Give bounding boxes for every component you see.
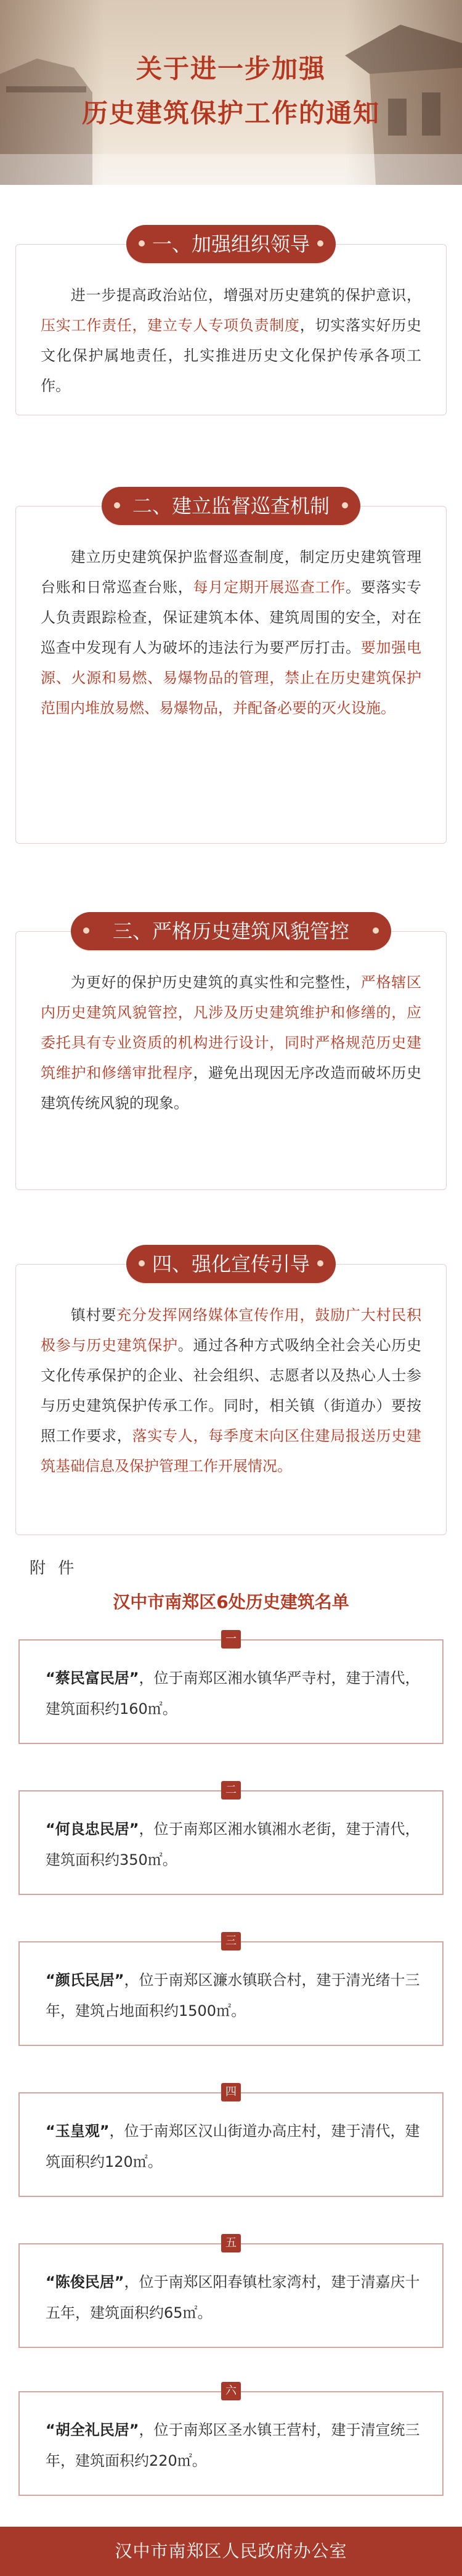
card-text (46, 1814, 421, 1875)
building-name: “蔡民富民居” (46, 1669, 139, 1687)
section-1-highlight-a: 压实工作责任，建立专人专项负责制度 (41, 317, 300, 334)
attachment-title: 汉中市南郑区6处历史建筑名单 (113, 1592, 349, 1612)
building-card (18, 2384, 444, 2496)
building-desc: ，位于南郑区湘水镇华严寺村，建于清代，建筑面积约160㎡。 (46, 1669, 420, 1718)
section-1-text-a: 进一步提高政治站位，增强对历史建筑的保护意识， (70, 287, 421, 304)
building-name: “玉皇观” (46, 2122, 110, 2140)
section-2-highlight-b: 要加强电源、火源和易燃、易爆物品的管理，禁止在历史建筑保护范围内堆放易燃、易爆物品，并配备必要的灭火设施。 (41, 639, 421, 717)
title-line-2: 历史建筑保护工作的通知 (81, 98, 380, 128)
building-name: “何良忠民居” (46, 1820, 139, 1838)
section-title-3: 三、严格历史建筑风貌管控 (71, 912, 391, 950)
building-card (18, 1783, 444, 1895)
section-body-1 (15, 244, 447, 415)
section-3-highlight-a: 严格辖区内历史建筑风貌管控，凡涉及历史建筑维护和修缮的，应委托具有专业资质的机构进行设计，同时严格规范历史建筑维护和修缮审批程序 (41, 974, 422, 1082)
section-title-2: 二、建立监督巡查机制 (102, 487, 360, 525)
card-number: 三 (221, 1932, 241, 1950)
card-number: 四 (221, 2083, 241, 2101)
building-card (18, 1934, 444, 2046)
building-desc: ，位于南郑区汉山街道办高庄村，建于清代，建筑面积约120㎡。 (46, 2122, 420, 2170)
building-name: “颜氏民居” (46, 1971, 124, 1989)
building-name: “陈俊民居” (46, 2273, 124, 2291)
card-number: 五 (221, 2234, 241, 2252)
card-text (46, 2415, 421, 2476)
building-desc: ，位于南郑区圣水镇王营村，建于清宣统三年，建筑面积约220㎡。 (46, 2421, 420, 2469)
section-body-2 (15, 506, 447, 844)
card-text (46, 2267, 421, 2328)
section-4-text-a: 镇村要 (70, 1306, 117, 1324)
section-3-text-a: 为更好的保护历史建筑的真实性和完整性， (70, 974, 361, 991)
section-3-text-b: ，避免出现因无序改造而破坏历史建筑传统风貌的现象。 (41, 1064, 421, 1112)
section-2-text-b: 。要落实专人负责跟踪检查，保证建筑本体、建筑周围的安全，对在巡查中发现有人为破坏的违法行为要严厉打击。 (41, 579, 421, 656)
section-title-1: 一、加强组织领导 (126, 225, 336, 263)
building-desc: ，位于南郑区阳春镇杜家湾村，建于清嘉庆十五年，建筑面积约65㎡。 (46, 2273, 420, 2321)
card-number: 二 (221, 1781, 241, 1800)
section-4-highlight-a: 充分发挥网络媒体宣传作用，鼓励广大村民积极参与历史建筑保护 (41, 1306, 422, 1354)
card-text (46, 1965, 421, 2026)
building-card (18, 2236, 444, 2348)
attachment-label: 附 件 (30, 1559, 78, 1578)
section-1-text-b: ，切实落实好历史文化保护属地责任，扎实推进历史文化保护传承各项工作。 (41, 317, 421, 394)
section-body-4 (15, 1264, 447, 1535)
footer-issuer: 汉中市南郑区人民政府办公室 (0, 2527, 462, 2576)
building-desc: ，位于南郑区湘水镇湘水老街，建于清代，建筑面积约350㎡。 (46, 1820, 420, 1869)
header-banner (0, 0, 462, 185)
section-2-highlight-a: 每月定期开展巡查工作 (193, 579, 346, 596)
section-4-highlight-b: 落实专人，每季度末向区住建局报送历史建筑基础信息及保护管理工作开展情况。 (41, 1427, 421, 1475)
section-title-4: 四、强化宣传引导 (126, 1245, 336, 1283)
card-number: 一 (221, 1630, 241, 1649)
section-body-3 (15, 931, 447, 1190)
building-name: “胡全礼民居” (46, 2421, 139, 2439)
building-card (18, 2085, 444, 2197)
building-card (18, 1632, 444, 1744)
card-number: 六 (221, 2382, 241, 2400)
card-text (46, 1663, 421, 1724)
building-desc: ，位于南郑区濂水镇联合村，建于清光绪十三年，建筑占地面积约1500㎡。 (46, 1971, 420, 2020)
title-line-1: 关于进一步加强 (136, 54, 326, 84)
card-text (46, 2116, 421, 2177)
section-4-text-b: 。通过各种方式吸纳全社会关心历史文化传承保护的企业、社会组织、志愿者以及热心人士参与历史建筑保护传承工作。同时，相关镇（街道办）要按照工作要求， (41, 1337, 421, 1445)
section-2-text-a: 建立历史建筑保护监督巡查制度，制定历史建筑管理台账和日常巡查台账， (41, 548, 421, 596)
page-title (0, 47, 462, 136)
